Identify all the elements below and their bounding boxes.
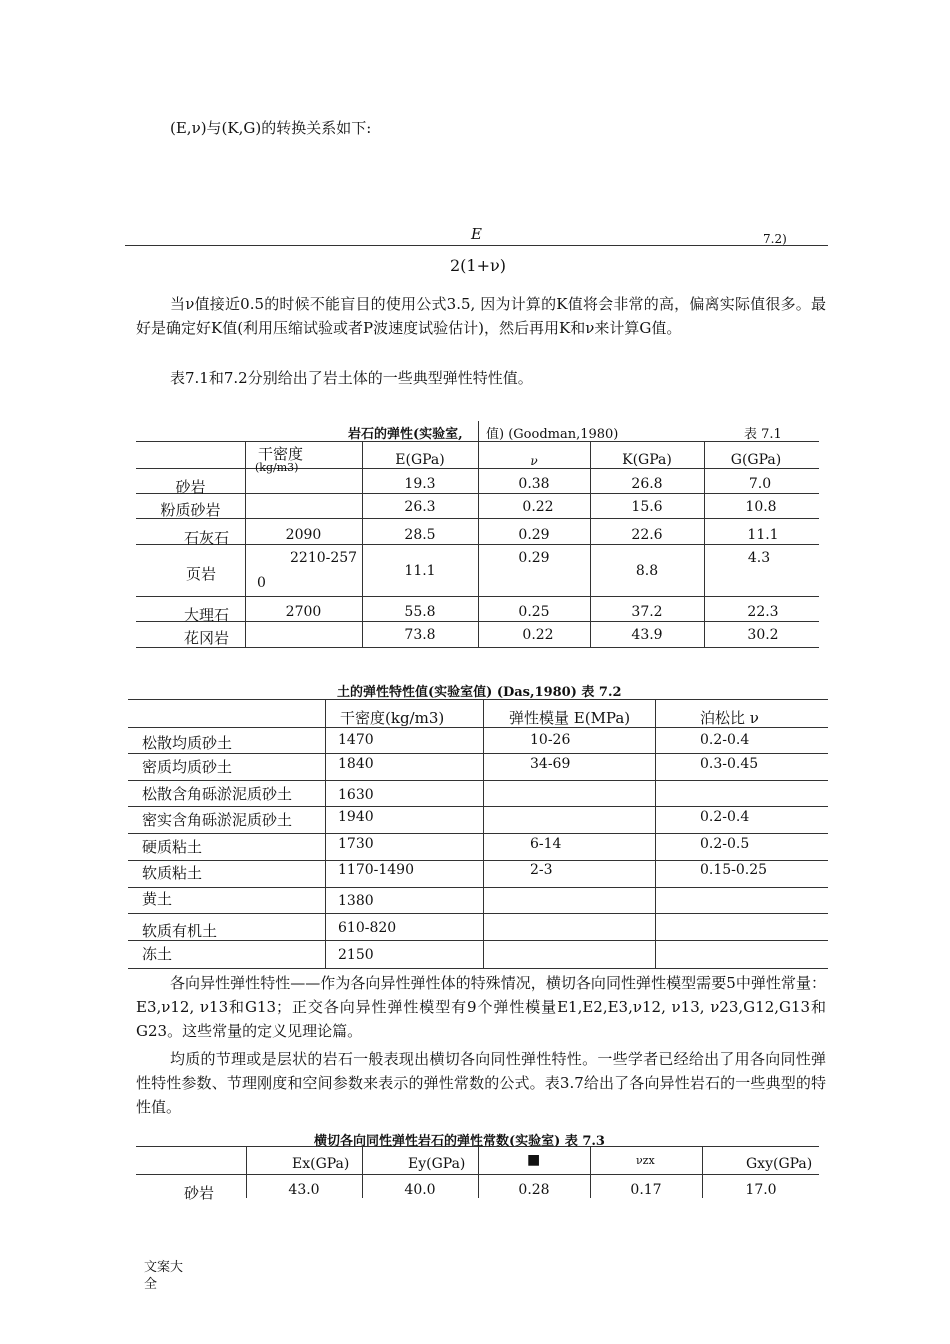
table1-header-density-overflow: (kg/m3)	[255, 461, 299, 474]
table3-header-c3: ■	[527, 1152, 541, 1168]
table1-cell: 2700	[285, 604, 322, 620]
table1-title-a: 岩石的弹性(实验室,	[348, 427, 463, 442]
table1-cell: 0.29	[518, 527, 550, 543]
table1-row-name: 粉质砂岩	[160, 501, 221, 519]
table1-cell: 0.22	[522, 499, 554, 515]
table2-cell: 2150	[338, 947, 374, 963]
table1-cell: 19.3	[404, 476, 436, 492]
table2-cell: 1380	[338, 893, 374, 909]
table2-cell: 1840	[338, 756, 374, 772]
table1-cell: 30.2	[747, 627, 779, 643]
table2-header-nu: 泊松比 ν	[700, 709, 759, 727]
table1-cell: 2090	[285, 527, 322, 543]
table1-cell: 0.22	[522, 627, 554, 643]
table1-row-name: 石灰石	[184, 529, 230, 547]
table1-cell: 28.5	[404, 527, 436, 543]
table2-row-name: 硬质粘土	[142, 838, 203, 856]
table3-title: 横切各向同性弹性岩石的弹性常数(实验室) 表 7.3	[314, 1134, 605, 1149]
table2-cell: 0.15-0.25	[700, 862, 768, 878]
table1-cell: 43.9	[631, 627, 663, 643]
table2-row-name: 松散含角砾淤泥质砂土	[142, 785, 293, 803]
table1-row-name: 页岩	[185, 565, 216, 583]
table2-row-name: 冻土	[142, 945, 173, 963]
table1-row-name: 花冈岩	[184, 629, 230, 647]
table1-header-nu: ν	[530, 454, 538, 468]
table2-row-name: 软质粘土	[142, 864, 203, 882]
table1-header-G: G(GPa)	[730, 452, 782, 468]
formula-fraction-bar	[125, 245, 828, 246]
table1-cell: 2210-257	[290, 550, 358, 566]
table1-cell: 4.3	[747, 550, 771, 566]
table2-header-density: 干密度(kg/m3)	[340, 709, 445, 727]
paragraph-1: 当ν值接近0.5的时候不能盲目的使用公式3.5, 因为计算的K值将会非常的高，偏离实际值很多。最好是确定好K值(利用压缩试验或者P波速度试验估计)，然后再用K和ν来计算G值。	[136, 295, 826, 337]
table1-cell-wrap: 0	[257, 575, 266, 591]
paragraph-3: 各向异性弹性特性——作为各向异性弹性体的特殊情况，横切各向同性弹性模型需要5中弹性常量：E3,ν12, ν13和G13；正交各向异性弹性模型有9个弹性模量E1,E2,E3,ν12, ν13, ν23,G12,G13和G23。这些常量的定义见理论篇。	[136, 974, 826, 1040]
table1-cell: 0.29	[518, 550, 550, 566]
formula-numerator: E	[471, 225, 482, 243]
table1-header-density: 干密度	[258, 445, 304, 463]
table2-cell: 2-3	[530, 862, 553, 878]
table3-cell: 40.0	[404, 1182, 436, 1198]
table2-header-E: 弹性模量 E(MPa)	[509, 709, 631, 727]
table1-header-K: K(GPa)	[622, 452, 672, 468]
table3-header-Ey: Ey(GPa)	[408, 1156, 466, 1172]
table3-header-nu: νzx	[636, 1154, 655, 1167]
table1-cell: 10.8	[745, 499, 777, 515]
formula-eq-number: 7.2)	[763, 232, 787, 246]
table1-cell: 26.8	[631, 476, 663, 492]
table2-cell: 34-69	[530, 756, 571, 772]
table2-cell: 1470	[338, 732, 374, 748]
table3-row-name: 砂岩	[184, 1184, 215, 1202]
table2-cell: 1170-1490	[338, 862, 414, 878]
table1-header-E: E(GPa)	[395, 452, 445, 468]
table2-row-name: 密质均质砂土	[142, 758, 233, 776]
table3-cell: 0.17	[630, 1182, 662, 1198]
table2-title: 土的弹性特性值(实验室值) (Das,1980) 表 7.2	[337, 685, 622, 700]
table1-cell: 55.8	[404, 604, 436, 620]
table1-cell: 22.6	[631, 527, 663, 543]
table1-cell: 7.0	[748, 476, 772, 492]
intro-line: (E,ν)与(K,G)的转换关系如下:	[170, 119, 372, 137]
table3-cell: 0.28	[518, 1182, 550, 1198]
table1-cell: 11.1	[747, 527, 779, 543]
paragraph-2: 表7.1和7.2分别给出了岩土体的一些典型弹性特性值。	[170, 369, 533, 387]
table3-cell: 43.0	[288, 1182, 320, 1198]
footer-line-1: 文案大	[144, 1260, 184, 1275]
table2-cell: 0.3-0.45	[700, 756, 759, 772]
table1-title-b: 值) (Goodman,1980)	[486, 427, 619, 442]
table1-row-name: 大理石	[184, 606, 230, 624]
table2-cell: 6-14	[530, 836, 562, 852]
table2-row-name: 软质有机土	[142, 922, 218, 940]
table2-cell: 0.2-0.5	[700, 836, 750, 852]
footer-line-2: 全	[144, 1277, 158, 1292]
table1-cell: 0.25	[518, 604, 550, 620]
table1-cell: 22.3	[747, 604, 779, 620]
table2-cell: 1630	[338, 787, 374, 803]
table1-cell: 0.38	[518, 476, 550, 492]
table2-cell: 1940	[338, 809, 374, 825]
table1-cell: 26.3	[404, 499, 436, 515]
table3-header-Ex: Ex(GPa)	[292, 1156, 350, 1172]
table2-cell: 1730	[338, 836, 374, 852]
table1-title-divider	[478, 421, 479, 441]
table2-cell: 610-820	[338, 920, 397, 936]
table2-cell: 10-26	[530, 732, 571, 748]
table1-title-c: 表 7.1	[744, 427, 782, 442]
table1-cell: 37.2	[631, 604, 663, 620]
table1-cell: 73.8	[404, 627, 436, 643]
table1-row-name: 砂岩	[175, 478, 206, 496]
table1-cell: 15.6	[631, 499, 663, 515]
table2-row-name: 密实含角砾淤泥质砂土	[142, 811, 293, 829]
table2-row-name: 松散均质砂土	[142, 734, 233, 752]
table3-cell: 17.0	[745, 1182, 777, 1198]
table2-cell: 0.2-0.4	[700, 732, 750, 748]
formula-denominator: 2(1+ν)	[450, 256, 506, 275]
table2-cell: 0.2-0.4	[700, 809, 750, 825]
table1-cell: 8.8	[635, 563, 659, 579]
table2-row-name: 黄土	[142, 890, 173, 908]
table3-header-G: Gxy(GPa)	[746, 1156, 813, 1172]
paragraph-4: 均质的节理或是层状的岩石一般表现出横切各向同性弹性特性。一些学者已经给出了用各向同性弹性特性参数、节理刚度和空间参数来表示的弹性常数的公式。表3.7给出了各向异性岩石的一些典型的特性值。	[136, 1050, 826, 1116]
table1-cell: 11.1	[404, 563, 436, 579]
